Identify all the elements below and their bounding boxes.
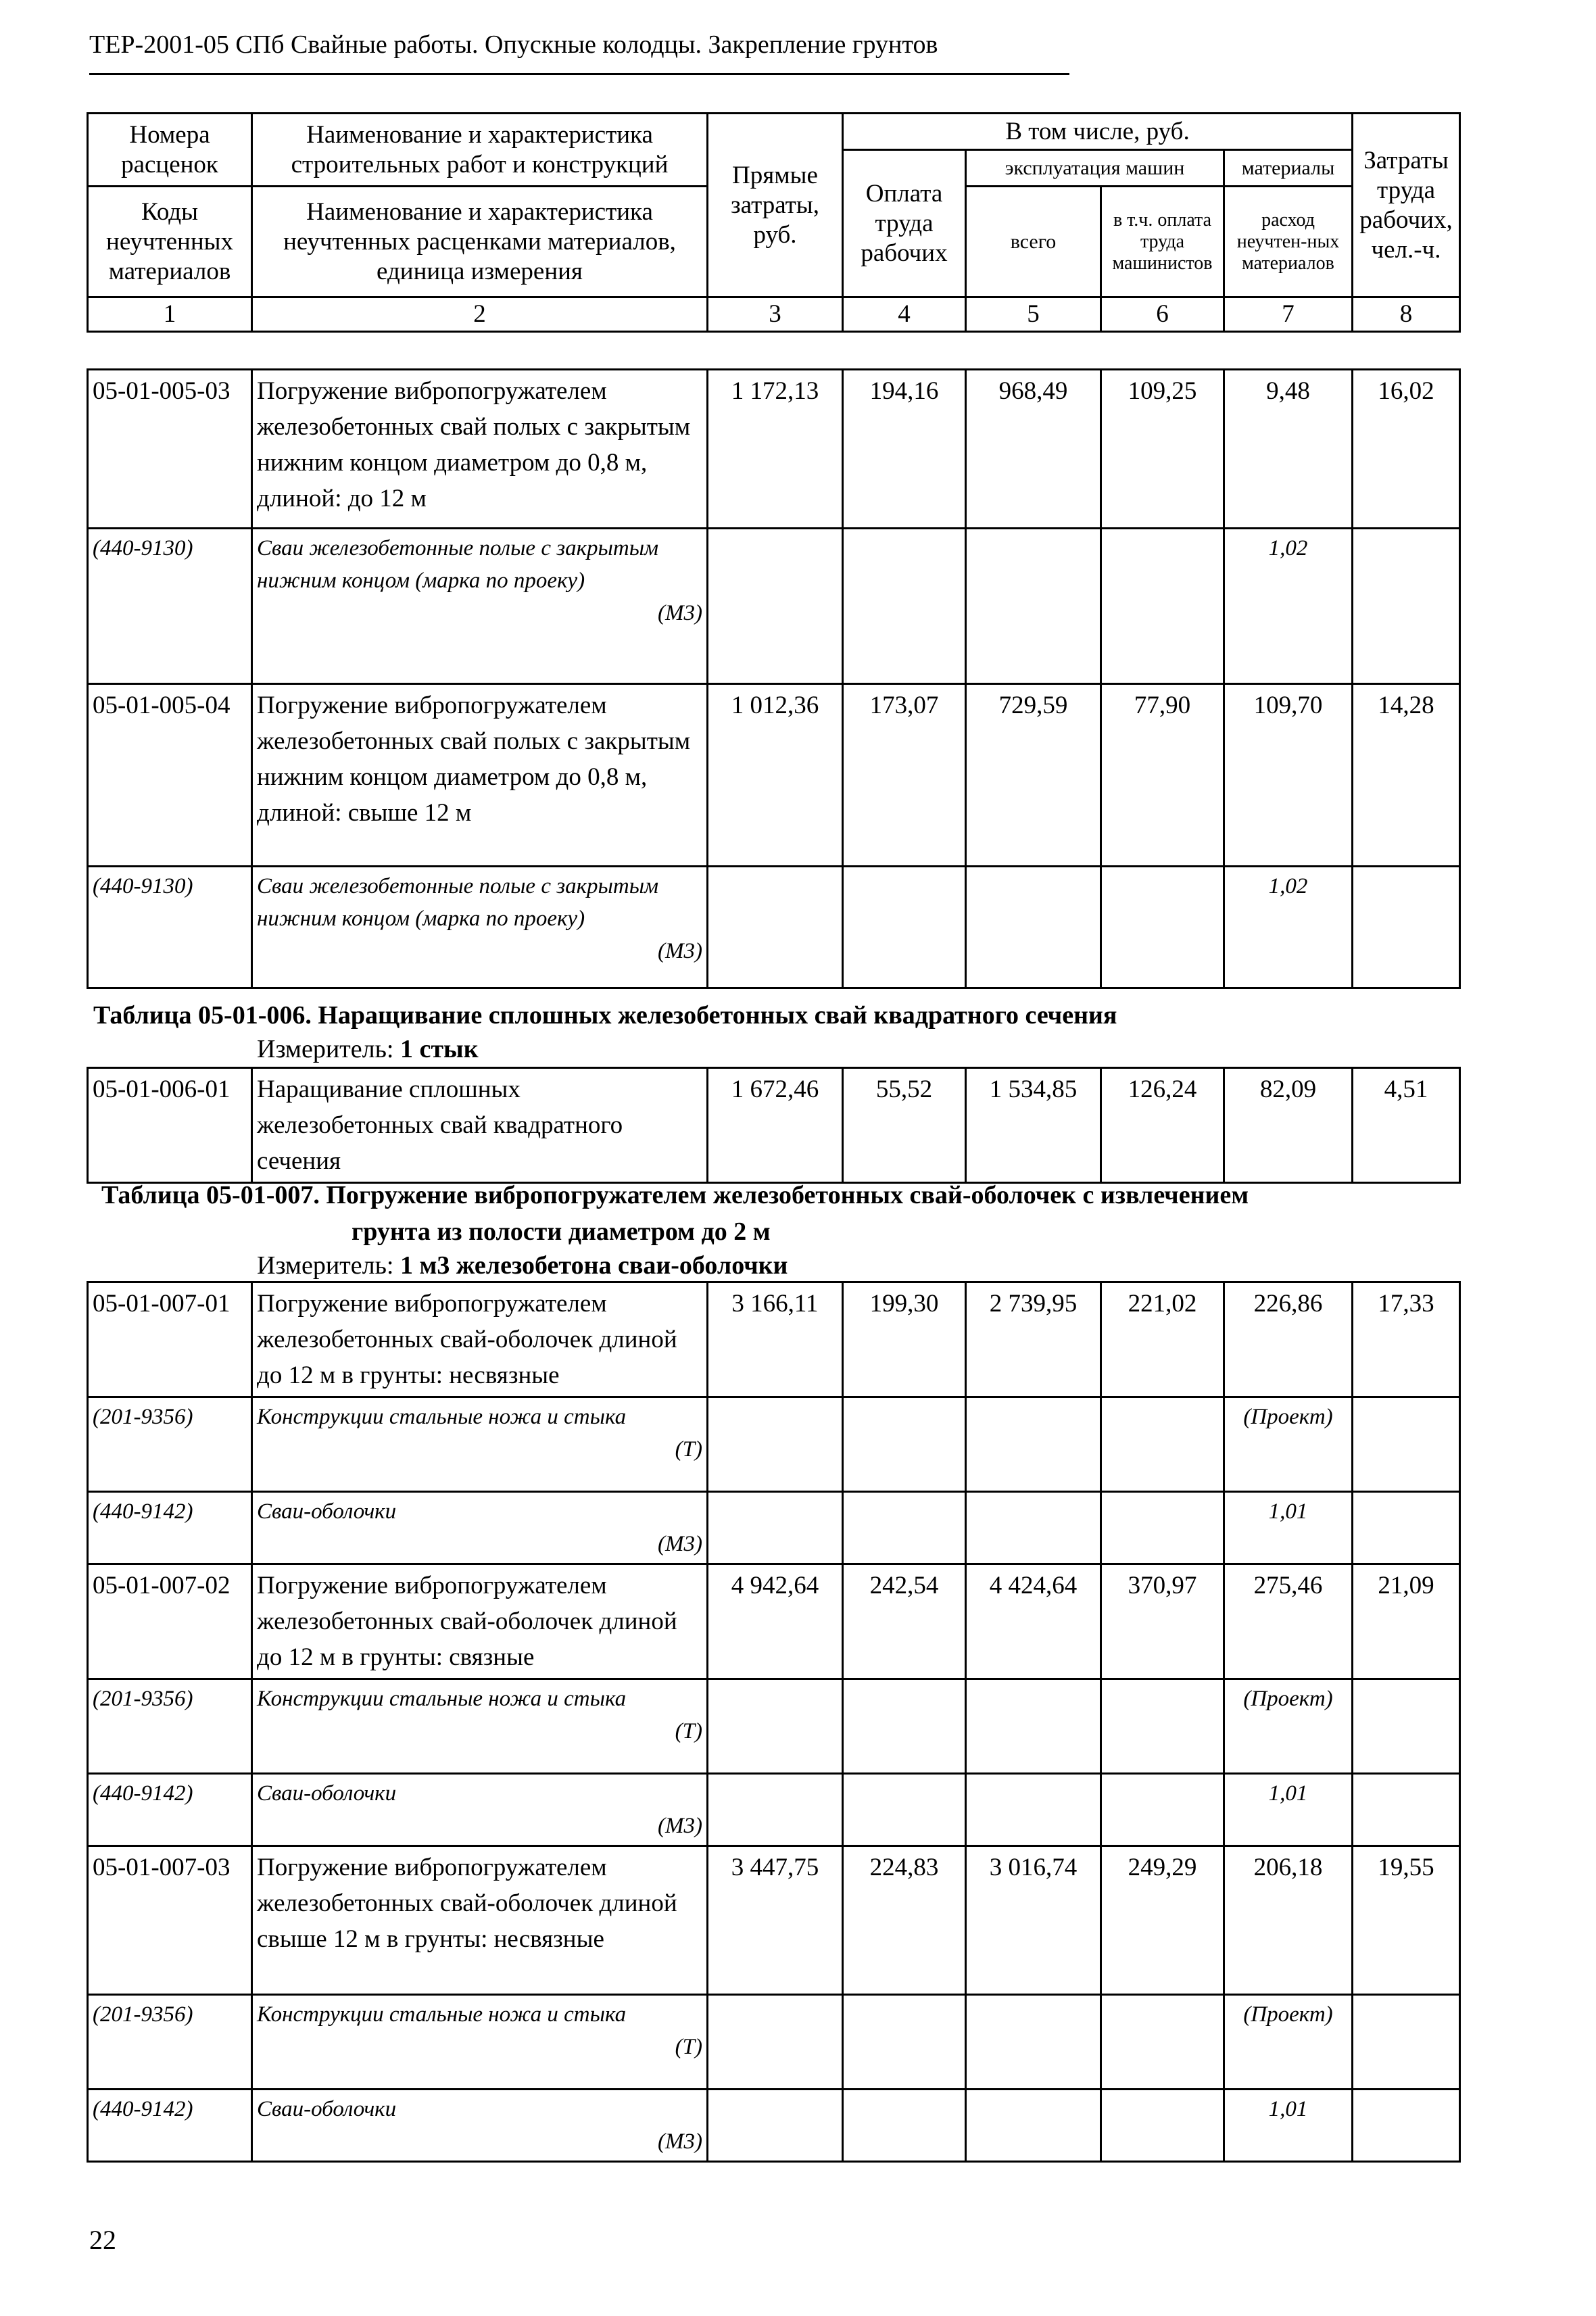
labor-hours: 17,33 [1353, 1282, 1460, 1397]
material-row [88, 529, 1460, 684]
rate-code: 05-01-006-01 [88, 1068, 252, 1183]
table-007-caption-line2: грунта из полости диаметром до 2 м [352, 1217, 771, 1246]
materials-cost: 9,48 [1224, 370, 1353, 529]
labor-cost: 55,52 [843, 1068, 966, 1183]
machines-cost: 4 424,64 [966, 1564, 1101, 1679]
material-unit: (М3) [658, 1814, 702, 1838]
colnum-3: 3 [708, 297, 843, 332]
material-usage: 1,01 [1224, 2090, 1353, 2162]
table-row [88, 684, 1460, 867]
machines-cost: 1 534,85 [966, 1068, 1101, 1183]
header-rule [89, 73, 1069, 75]
materials-cost: 82,09 [1224, 1068, 1353, 1183]
material-name: Сваи-оболочки (М3) [252, 2090, 708, 2162]
header-name-unaccounted: Наименование и характеристика неучтенных расценками материалов, единица измерения [252, 187, 708, 297]
machines-operator-cost: 126,24 [1101, 1068, 1224, 1183]
material-code: (440-9130) [88, 529, 252, 684]
table-row [88, 1564, 1460, 1679]
rate-code: 05-01-005-03 [88, 370, 252, 529]
material-name: Конструкции стальные ножа и стыка (Т) [252, 1397, 708, 1492]
table-row [88, 1846, 1460, 1995]
material-usage: 1,02 [1224, 529, 1353, 684]
material-code: (440-9142) [88, 1774, 252, 1846]
colnum-8: 8 [1353, 297, 1460, 332]
material-unit: (М3) [658, 2129, 702, 2154]
table-row [88, 1282, 1460, 1397]
machines-cost: 2 739,95 [966, 1282, 1101, 1397]
rate-name: Погружение вибропогружателем железобетонных свай полых с закрытым нижним концом диаметром до 0,8 м, длиной: до 12 м [252, 370, 708, 529]
material-code: (440-9130) [88, 867, 252, 988]
machines-operator-cost: 370,97 [1101, 1564, 1224, 1679]
header-machines-operator: в т.ч. оплата труда машинистов [1101, 187, 1224, 297]
table-007-meter: Измеритель: 1 м3 железобетона сваи-оболочки [257, 1251, 788, 1280]
labor-cost: 224,83 [843, 1846, 966, 1995]
header-name: Наименование и характеристика строительных работ и конструкций [252, 114, 708, 187]
header-machines: эксплуатация машин [966, 150, 1224, 187]
table-006-caption: Таблица 05-01-006. Наращивание сплошных железобетонных свай квадратного сечения [93, 1001, 1117, 1030]
materials-cost: 226,86 [1224, 1282, 1353, 1397]
material-unit: (Т) [675, 1437, 702, 1462]
direct-cost: 1 672,46 [708, 1068, 843, 1183]
labor-cost: 173,07 [843, 684, 966, 867]
material-usage: (Проект) [1224, 1679, 1353, 1774]
header-machines-total: всего [966, 187, 1101, 297]
rate-code: 05-01-005-04 [88, 684, 252, 867]
material-code: (201-9356) [88, 1679, 252, 1774]
material-name: Сваи-оболочки (М3) [252, 1774, 708, 1846]
material-row [88, 1397, 1460, 1492]
machines-cost: 3 016,74 [966, 1846, 1101, 1995]
colnum-4: 4 [843, 297, 966, 332]
machines-operator-cost: 221,02 [1101, 1282, 1224, 1397]
machines-cost: 968,49 [966, 370, 1101, 529]
rate-name: Погружение вибропогружателем железобетонных свай-оболочек длиной свыше 12 м в грунты: несвязные [252, 1846, 708, 1995]
direct-cost: 1 172,13 [708, 370, 843, 529]
material-code: (440-9142) [88, 2090, 252, 2162]
material-usage: (Проект) [1224, 1995, 1353, 2090]
rates-table-005 [87, 368, 1459, 989]
table-row [88, 370, 1460, 529]
rate-name: Наращивание сплошных железобетонных свай квадратного сечения [252, 1068, 708, 1183]
material-name: Сваи-оболочки (М3) [252, 1492, 708, 1564]
colnum-2: 2 [252, 297, 708, 332]
rate-code: 05-01-007-03 [88, 1846, 252, 1995]
header-labor: Оплата труда рабочих [843, 150, 966, 297]
direct-cost: 3 166,11 [708, 1282, 843, 1397]
material-usage: 1,02 [1224, 867, 1353, 988]
material-row [88, 867, 1460, 988]
material-name: Конструкции стальные ножа и стыка (Т) [252, 1995, 708, 2090]
rate-code: 05-01-007-02 [88, 1564, 252, 1679]
colnum-6: 6 [1101, 297, 1224, 332]
material-unit: (Т) [675, 2035, 702, 2059]
labor-cost: 242,54 [843, 1564, 966, 1679]
material-name: Конструкции стальные ножа и стыка (Т) [252, 1679, 708, 1774]
labor-hours: 16,02 [1353, 370, 1460, 529]
table-006-meter: Измеритель: 1 стык [257, 1035, 479, 1063]
machines-operator-cost: 109,25 [1101, 370, 1224, 529]
direct-cost: 1 012,36 [708, 684, 843, 867]
rate-name: Погружение вибропогружателем железобетонных свай полых с закрытым нижним концом диаметром до 0,8 м, длиной: свыше 12 м [252, 684, 708, 867]
material-row [88, 1679, 1460, 1774]
rate-name: Погружение вибропогружателем железобетонных свай-оболочек длиной до 12 м в грунты: несвязные [252, 1282, 708, 1397]
labor-cost: 194,16 [843, 370, 966, 529]
page-number: 22 [89, 2225, 116, 2255]
machines-operator-cost: 77,90 [1101, 684, 1224, 867]
header-code-unaccounted: Коды неучтенных материалов [88, 187, 252, 297]
material-usage: (Проект) [1224, 1397, 1353, 1492]
labor-hours: 21,09 [1353, 1564, 1460, 1679]
material-name: Сваи железобетонные полые с закрытым нижним концом (марка по проеку) (М3) [252, 867, 708, 988]
material-row [88, 2090, 1460, 2162]
material-row [88, 1774, 1460, 1846]
rates-table-007 [87, 1281, 1459, 2163]
material-code: (201-9356) [88, 1397, 252, 1492]
rate-code: 05-01-007-01 [88, 1282, 252, 1397]
material-unit: (М3) [658, 939, 702, 963]
machines-cost: 729,59 [966, 684, 1101, 867]
material-unit: (М3) [658, 601, 702, 625]
direct-cost: 3 447,75 [708, 1846, 843, 1995]
material-row [88, 1995, 1460, 2090]
table-row [88, 1068, 1460, 1183]
materials-cost: 206,18 [1224, 1846, 1353, 1995]
rate-name: Погружение вибропогружателем железобетонных свай-оболочек длиной до 12 м в грунты: связные [252, 1564, 708, 1679]
labor-cost: 199,30 [843, 1282, 966, 1397]
header-code: Номера расценок [88, 114, 252, 187]
header-materials: материалы [1224, 150, 1353, 187]
header-incl: В том числе, руб. [843, 114, 1353, 150]
table-007-caption-line1: Таблица 05-01-007. Погружение вибропогружателем железобетонных свай-оболочек с извлечением [101, 1181, 1249, 1209]
colnum-7: 7 [1224, 297, 1353, 332]
column-header-table [87, 112, 1459, 333]
materials-cost: 109,70 [1224, 684, 1353, 867]
material-row [88, 1492, 1460, 1564]
material-name: Сваи железобетонные полые с закрытым нижним концом (марка по проеку) (М3) [252, 529, 708, 684]
colnum-1: 1 [88, 297, 252, 332]
labor-hours: 19,55 [1353, 1846, 1460, 1995]
material-usage: 1,01 [1224, 1492, 1353, 1564]
colnum-5: 5 [966, 297, 1101, 332]
labor-hours: 14,28 [1353, 684, 1460, 867]
header-materials-usage: расход неучтен-ных материалов [1224, 187, 1353, 297]
document-header: ТЕР-2001-05 СПб Свайные работы. Опускные колодцы. Закрепление грунтов [89, 30, 938, 59]
material-code: (440-9142) [88, 1492, 252, 1564]
direct-cost: 4 942,64 [708, 1564, 843, 1679]
material-code: (201-9356) [88, 1995, 252, 2090]
rates-table-006 [87, 1067, 1459, 1184]
material-unit: (М3) [658, 1532, 702, 1556]
header-hours: Затраты труда рабочих, чел.-ч. [1353, 114, 1460, 297]
material-unit: (Т) [675, 1719, 702, 1743]
labor-hours: 4,51 [1353, 1068, 1460, 1183]
header-direct: Прямые затраты, руб. [708, 114, 843, 297]
machines-operator-cost: 249,29 [1101, 1846, 1224, 1995]
material-usage: 1,01 [1224, 1774, 1353, 1846]
materials-cost: 275,46 [1224, 1564, 1353, 1679]
